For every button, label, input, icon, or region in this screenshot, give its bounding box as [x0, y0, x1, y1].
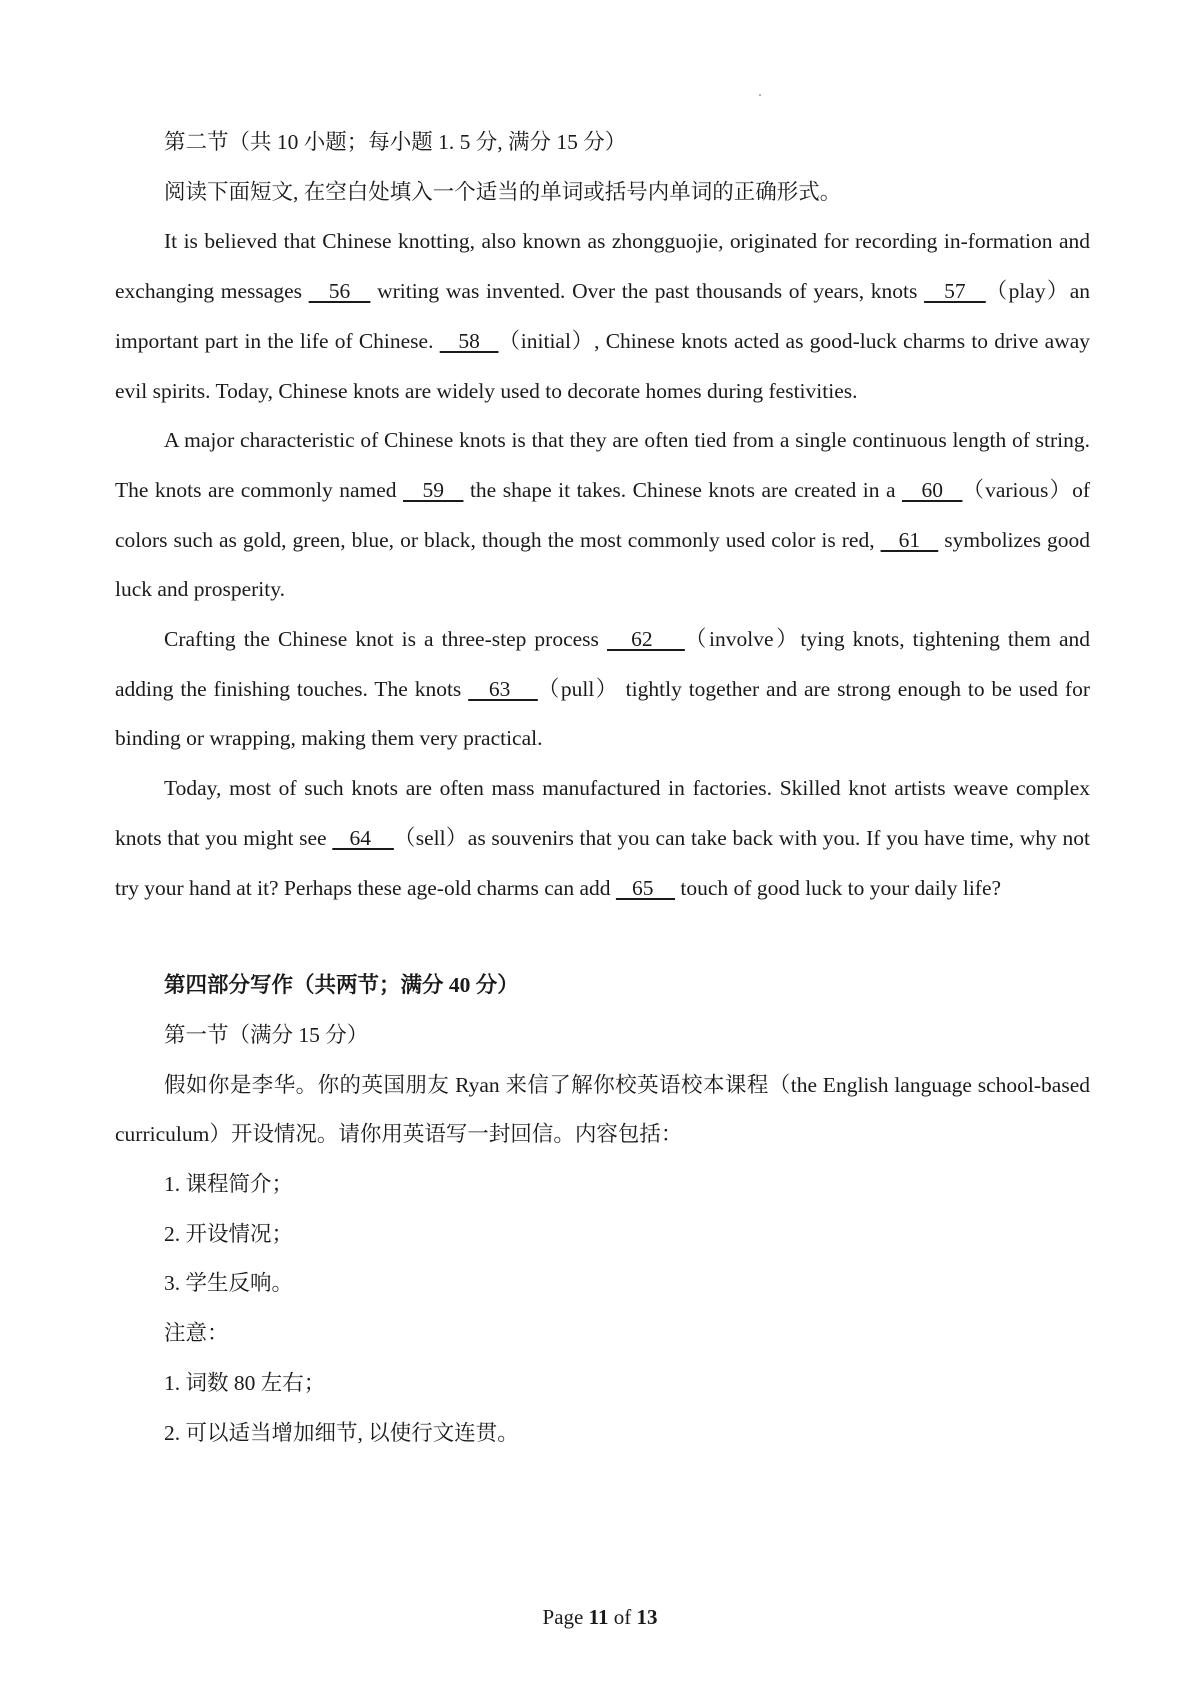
part4-header: 第四部分写作（共两节；满分 40 分）: [164, 973, 519, 998]
passage-text: touch of good luck to your daily life?: [675, 875, 1002, 900]
passage-text: （various）of colors such as gold, green, blue, or black, though the most commonly used color is red,: [115, 477, 1091, 552]
blank-56: 56: [308, 279, 371, 304]
footer-page-total: 13: [636, 1605, 658, 1629]
passage-text: Crafting the Chinese knot is a three-step process: [164, 627, 607, 652]
note-item-2: 2. 可以适当增加细节, 以使行文连贯。: [164, 1420, 519, 1445]
passage-text: symbolizes good luck and prosperity.: [115, 527, 1090, 602]
passage-text: （involve）tying knots, tightening them and adding the finishing touches. The knots: [115, 627, 1091, 701]
prompt-item-3: 3. 学生反响。: [164, 1271, 294, 1296]
passage-text: It is believed that Chinese knotting, also known as zhongguojie, originated for recording in-formation and exchanging messages: [115, 229, 1090, 304]
blank-65: 65: [615, 875, 676, 900]
section-gap: [115, 913, 1090, 961]
prompt-item-2: 2. 开设情况；: [164, 1221, 294, 1246]
page-footer: [0, 1605, 1200, 1630]
passage-text: （play）an important part in the life of Chinese.: [115, 279, 1091, 353]
passage-paragraph-4: [115, 764, 1090, 913]
passage-text: （initial）, Chinese knots acted as good-luck charms to drive away evil spirits. Today, Chinese knots are widely used to decorate homes during festivities.: [115, 328, 1091, 403]
passage-text: A major characteristic of Chinese knots is that they are often tied from a single continuous length of string. The knots are commonly named: [115, 428, 1090, 502]
section2-instruction: 阅读下面短文, 在空白处填入一个适当的单词或括号内单词的正确形式。: [164, 179, 842, 204]
passage-paragraph-2: [115, 416, 1090, 615]
scan-speck: [759, 94, 761, 96]
passage-text: （pull） tightly together and are strong enough to be used for binding or wrapping, making them very practical.: [115, 676, 1090, 751]
passage-text: （sell）as souvenirs that you can take back with you. If you have time, why not try your hand at it? Perhaps these age-old charms can add: [115, 825, 1091, 900]
passage-paragraph-1: [115, 217, 1090, 416]
section2-header: 第二节（共 10 小题；每小题 1. 5 分, 满分 15 分）: [164, 130, 627, 154]
footer-of-word: of: [613, 1605, 632, 1629]
blank-62: 62: [606, 627, 685, 652]
prompt-item-1: 1. 课程简介；: [164, 1172, 294, 1197]
footer-page-number: 11: [588, 1605, 609, 1629]
page-content: [115, 118, 1090, 1458]
blank-57: 57: [924, 279, 986, 304]
blank-64: 64: [332, 825, 394, 850]
passage-text: Today, most of such knots are often mass manufactured in factories. Skilled knot artists weave complex knots that you might see: [115, 776, 1090, 850]
writing-prompt: 假如你是李华。你的英国朋友 Ryan 来信了解你校英语校本课程（the English language school-based curriculum）开设情况。请你用英语写一封回信。内容包括：: [115, 1072, 1090, 1147]
blank-63: 63: [468, 676, 538, 701]
footer-page-word: Page: [542, 1605, 584, 1629]
blank-61: 61: [880, 527, 939, 552]
passage-text: the shape it takes. Chinese knots are created in a: [463, 477, 902, 502]
blank-59: 59: [403, 477, 464, 502]
blank-60: 60: [902, 477, 963, 502]
note-label: 注意：: [164, 1321, 229, 1346]
passage-text: writing was invented. Over the past thousands of years, knots: [370, 279, 925, 304]
passage-paragraph-3: [115, 615, 1090, 764]
blank-58: 58: [439, 328, 499, 353]
note-item-1: 1. 词数 80 左右；: [164, 1370, 326, 1395]
part4-section1-header: 第一节（满分 15 分）: [164, 1022, 369, 1047]
